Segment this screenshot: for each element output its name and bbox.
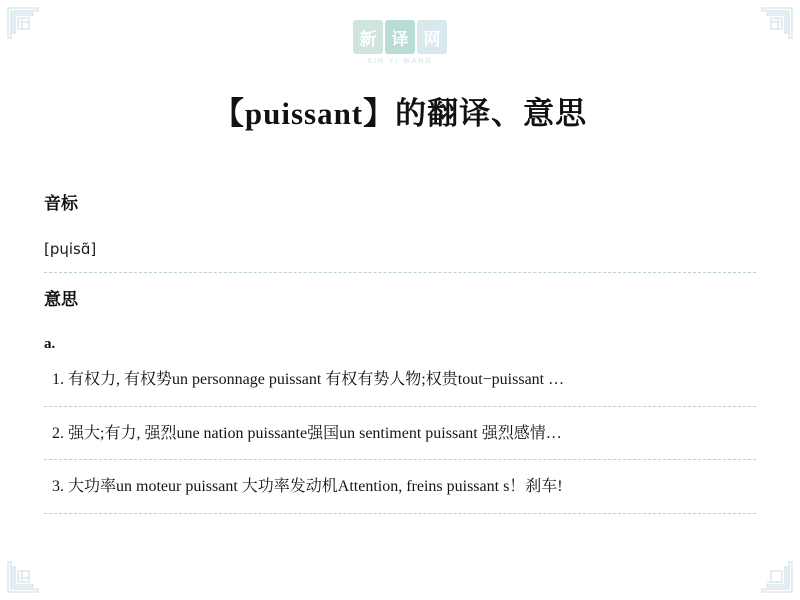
meaning-entry: 2. 强大;有力, 强烈une nation puissante强国un sentiment puissant 强烈感情… bbox=[52, 424, 562, 442]
logo-block-3: 网 bbox=[417, 20, 447, 54]
meaning-heading: 意思 bbox=[44, 290, 78, 309]
meaning-entry: 3. 大功率un moteur puissant 大功率发动机Attention, freins puissant s！刹车! bbox=[52, 478, 563, 496]
logo-subtitle: XIN YI WANG bbox=[367, 58, 433, 65]
page-title-suffix: 】的翻译、意思 bbox=[363, 96, 588, 131]
divider-entry-1 bbox=[44, 406, 756, 407]
meaning-entry: 1. 有权力, 有权势un personnage puissant 有权有势人物;权贵tout−puissant … bbox=[52, 371, 565, 388]
divider-entry-2 bbox=[44, 459, 756, 460]
logo-block-1: 新 bbox=[353, 20, 383, 54]
sense-label: a. bbox=[44, 336, 56, 352]
page-title-prefix: 【 bbox=[212, 96, 245, 131]
phonetic-heading: 音标 bbox=[44, 194, 78, 213]
divider-phonetic bbox=[44, 272, 756, 273]
logo-block-2: 译 bbox=[385, 20, 415, 54]
divider-entry-3 bbox=[44, 513, 756, 514]
page-title-term: puissant bbox=[244, 96, 364, 131]
page-title bbox=[44, 0, 756, 133]
phonetic-value: [pɥisɑ̃] bbox=[44, 240, 97, 258]
